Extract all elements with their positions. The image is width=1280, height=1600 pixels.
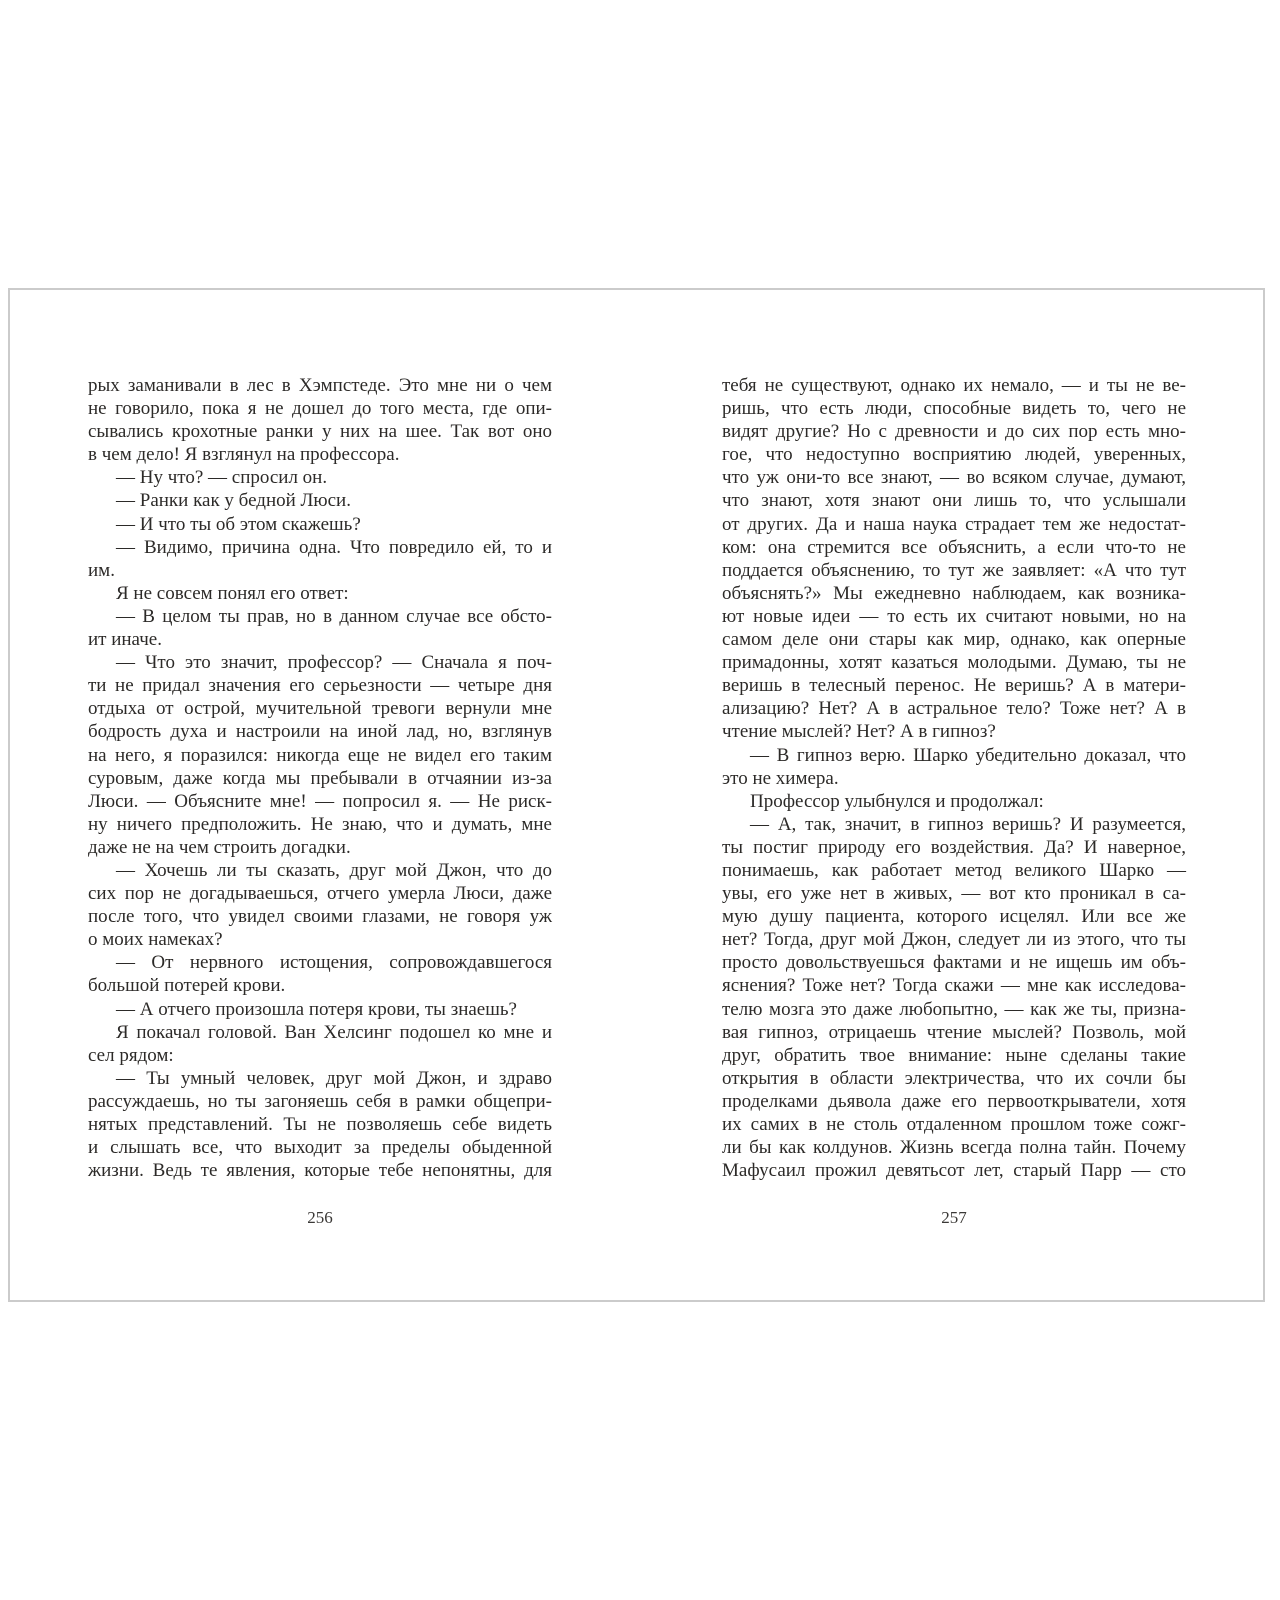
text-line: после того, что увидел своими глазами, не говоря уж [88,906,552,928]
text-line: о моих намеках? [88,929,223,951]
text-line: самом деле они стары как мир, однако, как оперные [722,629,1186,651]
text-line: ют новые идеи — то есть их считают новыми, но на [722,605,1186,627]
text-line: сих пор не догадываешься, отчего умерла Люси, даже [88,883,552,905]
text-line: отдыха от острой, мучительной тревоги вернули мне [88,698,552,720]
text-line: Профессор улыбнулся и продолжал: [750,790,1044,812]
text-line: друг, обратить твое внимание: ныне сделаны такие [722,1044,1186,1066]
text-line: ит иначе. [88,629,162,651]
text-line: не говорило, пока я не дошел до того места, где опи- [88,398,552,420]
text-line: — Что это значит, профессор? — Сначала я поч- [116,652,552,674]
text-line: проделками дьявола даже его первооткрыватели, хотя [722,1090,1186,1112]
text-line: на него, я поразился: никогда еще не видел его таким [88,744,552,766]
text-line: тебя не существуют, однако их немало, — и ты не ве- [722,375,1186,396]
text-line: Я не совсем понял его ответ: [116,582,349,604]
text-line: телю мозга это даже любопытно, — как же ты, призна- [722,998,1186,1020]
text-line: нет? Тогда, друг мой Джон, следует ли из этого, что ты [722,929,1186,951]
text-line: — А отчего произошла потеря крови, ты знаешь? [116,998,517,1020]
text-line: ти не придал значения его серьезности — четыре дня [88,675,552,697]
text-line: открытия в области электричества, что их сочли бы [722,1067,1186,1089]
text-line: суровым, даже когда мы пребывали в отчаянии из-за [88,767,552,789]
text-line: — В гипноз верю. Шарко убедительно доказал, что [750,744,1186,766]
text-line: их самих в не столь отдаленном прошлом тоже сожг- [722,1114,1186,1135]
text-line: яснения? Тоже нет? Тогда скажи — мне как исследова- [722,975,1186,997]
page-257-text-column [722,374,1186,1182]
text-line: — Ранки как у бедной Люси. [116,490,351,512]
page-256-text-column [88,374,552,1182]
text-line: примадонны, хотят казаться молодыми. Думаю, ты не [722,652,1186,674]
text-line: — Видимо, причина одна. Что повредило ей, то и [116,536,552,558]
text-line: им. [88,559,115,581]
text-line: — Ну что? — спросил он. [116,467,328,489]
text-line: ну ничего предположить. Не знаю, что и думать, мне [88,813,552,835]
text-line: ты постиг природу его воздействия. Да? И наверное, [722,836,1186,858]
text-line: — В целом ты прав, но в данном случае все обсто- [116,605,552,627]
text-line: Люси. — Объясните мне! — попросил я. — Не риск- [88,790,552,812]
text-line: — Хочешь ли ты сказать, друг мой Джон, что до [116,859,552,881]
page-number-257: 257 [941,1208,967,1227]
text-line: — А, так, значит, в гипноз веришь? И разумеется, [750,813,1186,835]
text-line: ришь, что есть люди, способные видеть то, чего не [722,398,1186,420]
text-line: и слышать все, что выходит за пределы обыденной [88,1137,552,1159]
text-line: это не химера. [722,767,839,789]
text-line: вая гипноз, отрицаешь чтение мыслей? Позволь, мой [722,1021,1186,1043]
text-line: рых заманивали в лес в Хэмпстеде. Это мне ни о чем [88,375,552,396]
text-line: в чем дело! Я взглянул на профессора. [88,444,400,466]
text-line: — Ты умный человек, друг мой Джон, и здраво [116,1067,552,1089]
text-line: нятых представлений. Ты не позволяешь себе видеть [88,1114,552,1135]
text-line: сывались крохотные ранки у них на шее. Так вот оно [88,421,552,443]
text-line: видят другие? Но с древности и до сих пор есть мно- [722,421,1186,443]
text-line: Мафусаил прожил девятьсот лет, старый Парр — сто [722,1160,1186,1182]
text-line: даже не на чем строить догадки. [88,836,351,858]
text-line: понимаешь, как работает метод великого Шарко — [722,859,1186,881]
text-line: жизни. Ведь те явления, которые тебе непонятны, для [88,1160,552,1182]
text-line: веришь в телесный перенос. Не веришь? А в матери- [722,675,1186,697]
text-line: большой потерей крови. [88,975,286,997]
text-line: от других. Да и наша наука страдает тем же недостат- [722,513,1186,535]
text-line: увы, его уже нет в живых, — вот кто проникал в са- [722,883,1186,905]
text-line: гое, что недоступно восприятию людей, уверенных, [722,444,1186,466]
text-line: чтение мыслей? Нет? А в гипноз? [722,721,996,743]
text-line: поддается объяснению, то тут же заявляет: «А что тут [722,559,1186,581]
text-line: что знают, хотя знают они лишь то, что услышали [722,490,1186,512]
text-line: сел рядом: [88,1044,174,1066]
text-line: бодрость духа и настроили на иной лад, но, взглянув [88,721,552,743]
text-line: просто довольствуешься фактами и не ищешь им объ- [722,952,1186,974]
text-line: что уж они-то все знают, — во всяком случае, думают, [722,467,1186,489]
text-line: ли бы как колдунов. Жизнь всегда полна тайн. Почему [722,1137,1186,1159]
text-line: — От нервного истощения, сопровождавшегося [116,952,552,974]
page-number-256: 256 [307,1208,333,1227]
text-line: ализацию? Нет? А в астральное тело? Тоже нет? А в [722,698,1186,720]
text-line: — И что ты об этом скажешь? [116,513,361,535]
text-line: Я покачал головой. Ван Хелсинг подошел ко мне и [116,1021,552,1043]
text-line: ком: она стремится все объяснить, а если что-то не [722,536,1186,558]
text-line: рассуждаешь, но ты загоняешь себя в рамки общепри- [88,1090,552,1112]
text-line: мую душу пациента, которого исцелял. Или все же [722,906,1186,928]
text-line: объяснять?» Мы ежедневно наблюдаем, как возника- [722,582,1186,604]
